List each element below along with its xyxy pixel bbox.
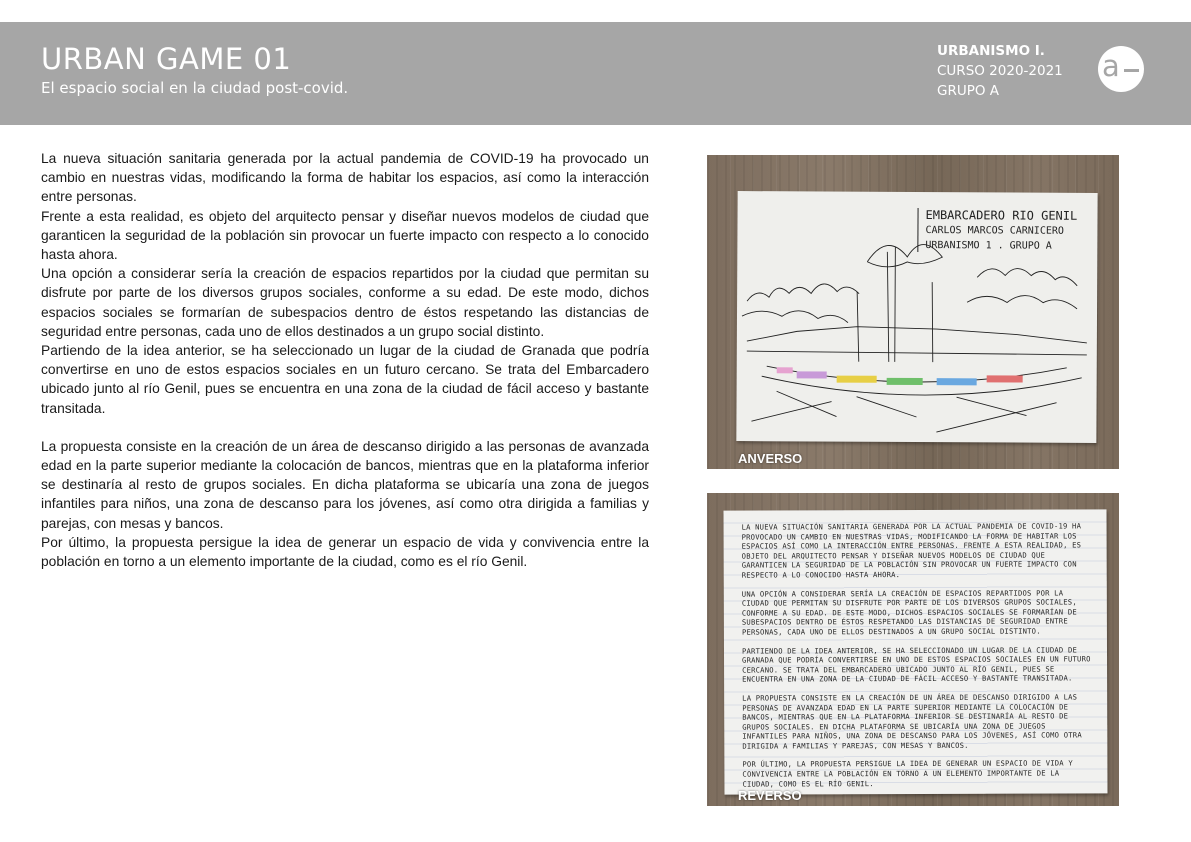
- front-photo: [707, 155, 1119, 469]
- school-logo: [1098, 46, 1144, 92]
- handwriting-paragraph: LA PROPUESTA CONSISTE EN LA CREACIÓN DE UN ÁREA DE DESCANSO DIRIGIDO A LAS PERSONAS DE AVANZADA EDAD EN LA PARTE SUPERIOR MEDIANTE LA COLOCACIÓN DE BANCOS, MIENTRAS QUE EN LA PLATAFORMA INFERIOR SE DESTINARÍA AL RESTO DE GRUPOS SOCIALES. EN DICHA PLATAFORMA SE UBICARÍA UNA ZONA DE JUEGOS INFANTILES PARA NIÑOS, UNA ZONA DE DESCANSO PARA LOS JÓVENES, ASÍ COMO OTRA DIRIGIDA A FAMILIAS Y PAREJAS, CON MESAS Y BANCOS.: [742, 692, 1082, 751]
- page-title: URBAN GAME 01: [41, 42, 292, 76]
- handwriting-paragraph: UNA OPCIÓN A CONSIDERAR SERÍA LA CREACIÓN DE ESPACIOS REPARTIDOS POR LA CIUDAD QUE PERMITAN SU DISFRUTE POR PARTE DE LOS DIVERSOS GRUPOS SOCIALES, CONFORME A SU EDAD. DE ESTE MODO, DICHOS ESPACIOS SOCIALES SE FORMARÍAN DE SUBESPACIOS DENTRO DE ÉSTOS RESPETANDO LAS DISTANCIAS DE SEGURIDAD ENTRE PERSONAS, CADA UNO DE ELLOS DESTINADOS A UN GRUPO SOCIAL DISTINTO.: [741, 588, 1077, 637]
- body-text: [41, 149, 649, 571]
- postcard-author: CARLOS MARCOS CARNICERO: [925, 225, 1064, 237]
- postcard-handwriting: [742, 521, 1093, 797]
- embarcadero-sketch: [736, 191, 1097, 443]
- postcard-course: URBANISMO 1 . GRUPO A: [925, 240, 1052, 252]
- page-subtitle: El espacio social en la ciudad post-covid.: [41, 79, 349, 97]
- handwriting-paragraph: LA NUEVA SITUACIÓN SANITARIA GENERADA POR LA ACTUAL PANDEMIA DE COVID-19 HA PROVOCADO UN CAMBIO EN NUESTRAS VIDAS, MODIFICANDO LA FORMA DE HABITAR LOS ESPACIOS ASÍ COMO LA INTERACCIÓN ENTRE PERSONAS. FRENTE A ESTA REALIDAD, ES OBJETO DEL ARQUITECTO PENSAR Y DISEÑAR NUEVOS MODELOS DE CIUDAD QUE GARANTICEN LA SEGURIDAD DE LA POBLACIÓN SIN PROVOCAR UN FUERTE IMPACTO CON RESPECTO A LO CONOCIDO HASTA AHORA.: [741, 521, 1082, 580]
- postcard-title: EMBARCADERO RIO GENIL: [925, 208, 1078, 223]
- logo-dash: [1124, 69, 1139, 72]
- paragraph-5: La propuesta consiste en la creación de un área de descanso dirigido a las personas de avanzada edad en la parte superior mediante la colocación de bancos, mientras que en la plataforma inferior se destinaría al resto de grupos sociales. En dicha plataforma se ubicaría una zona de juegos infantiles para niños, una zona de descanso para los jóvenes, así como otra dirigida a familias y parejas, con mesas y bancos.: [41, 438, 649, 531]
- handwriting-paragraph: POR ÚLTIMO, LA PROPUESTA PERSIGUE LA IDEA DE GENERAR UN ESPACIO DE VIDA Y CONVIVENCIA ENTRE LA POBLACIÓN EN TORNO A UN ELEMENTO IMPORTANTE DE LA CIUDAD, COMO ES EL RÍO GENIL.: [742, 758, 1073, 789]
- course-year: CURSO 2020-2021: [937, 63, 1063, 79]
- paragraph-1: La nueva situación sanitaria generada por la actual pandemia de COVID-19 ha provocado un cambio en nuestras vidas, modificando la forma de habitar los espacios, así como la interacción entre personas.: [41, 151, 649, 205]
- course-group: GRUPO A: [937, 83, 1000, 99]
- paragraph-6: Por último, la propuesta persigue la idea de generar un espacio de vida y convivencia entre la población en torno a un elemento importante de la ciudad, como es el río Genil.: [41, 534, 649, 570]
- handwriting-paragraph: PARTIENDO DE LA IDEA ANTERIOR, SE HA SELECCIONADO UN LUGAR DE LA CIUDAD DE GRANADA QUE PODRÍA CONVERTIRSE EN UNO DE ESTOS ESPACIOS SOCIALES EN UN FUTURO CERCANO. SE TRATA DEL EMBARCADERO UBICADO JUNTO AL RÍO GENIL, PUES SE ENCUENTRA EN UNA ZONA DE LA CIUDAD DE FÁCIL ACCESO Y BASTANTE TRANSITADA.: [741, 644, 1091, 684]
- paragraph-4: Partiendo de la idea anterior, se ha seleccionado un lugar de la ciudad de Granada que podría convertirse en uno de estos espacios sociales en un futuro cercano. Se trata del Embarcadero ubicado junto al río Genil, pues se encuentra en una zona de la ciudad de fácil acceso y bastante transitada.: [41, 343, 649, 416]
- postcard-back: [724, 509, 1108, 794]
- course-info: [937, 41, 1063, 101]
- logo-letter: a: [1102, 49, 1120, 83]
- header-banner: [0, 22, 1191, 125]
- course-name: URBANISMO I.: [937, 43, 1045, 59]
- back-photo: [707, 493, 1119, 806]
- postcard-front: [736, 191, 1097, 443]
- paragraph-gap: [41, 418, 649, 437]
- front-label: ANVERSO: [738, 451, 803, 466]
- paragraph-3: Una opción a considerar sería la creación de espacios repartidos por la ciudad que permitan su disfrute por parte de los diversos grupos sociales, conforme a su edad. De este modo, dichos espacios sociales se formarían de subespacios dentro de éstos respetando las distancias de seguridad entre personas, cada uno de ellos destinados a un grupo social distinto.: [41, 266, 649, 339]
- back-label: REVERSO: [738, 788, 802, 803]
- paragraph-2: Frente a esta realidad, es objeto del arquitecto pensar y diseñar nuevos modelos de ciudad que garanticen la seguridad de la población sin provocar un fuerte impacto con respecto a lo conocido hasta ahora.: [41, 208, 649, 263]
